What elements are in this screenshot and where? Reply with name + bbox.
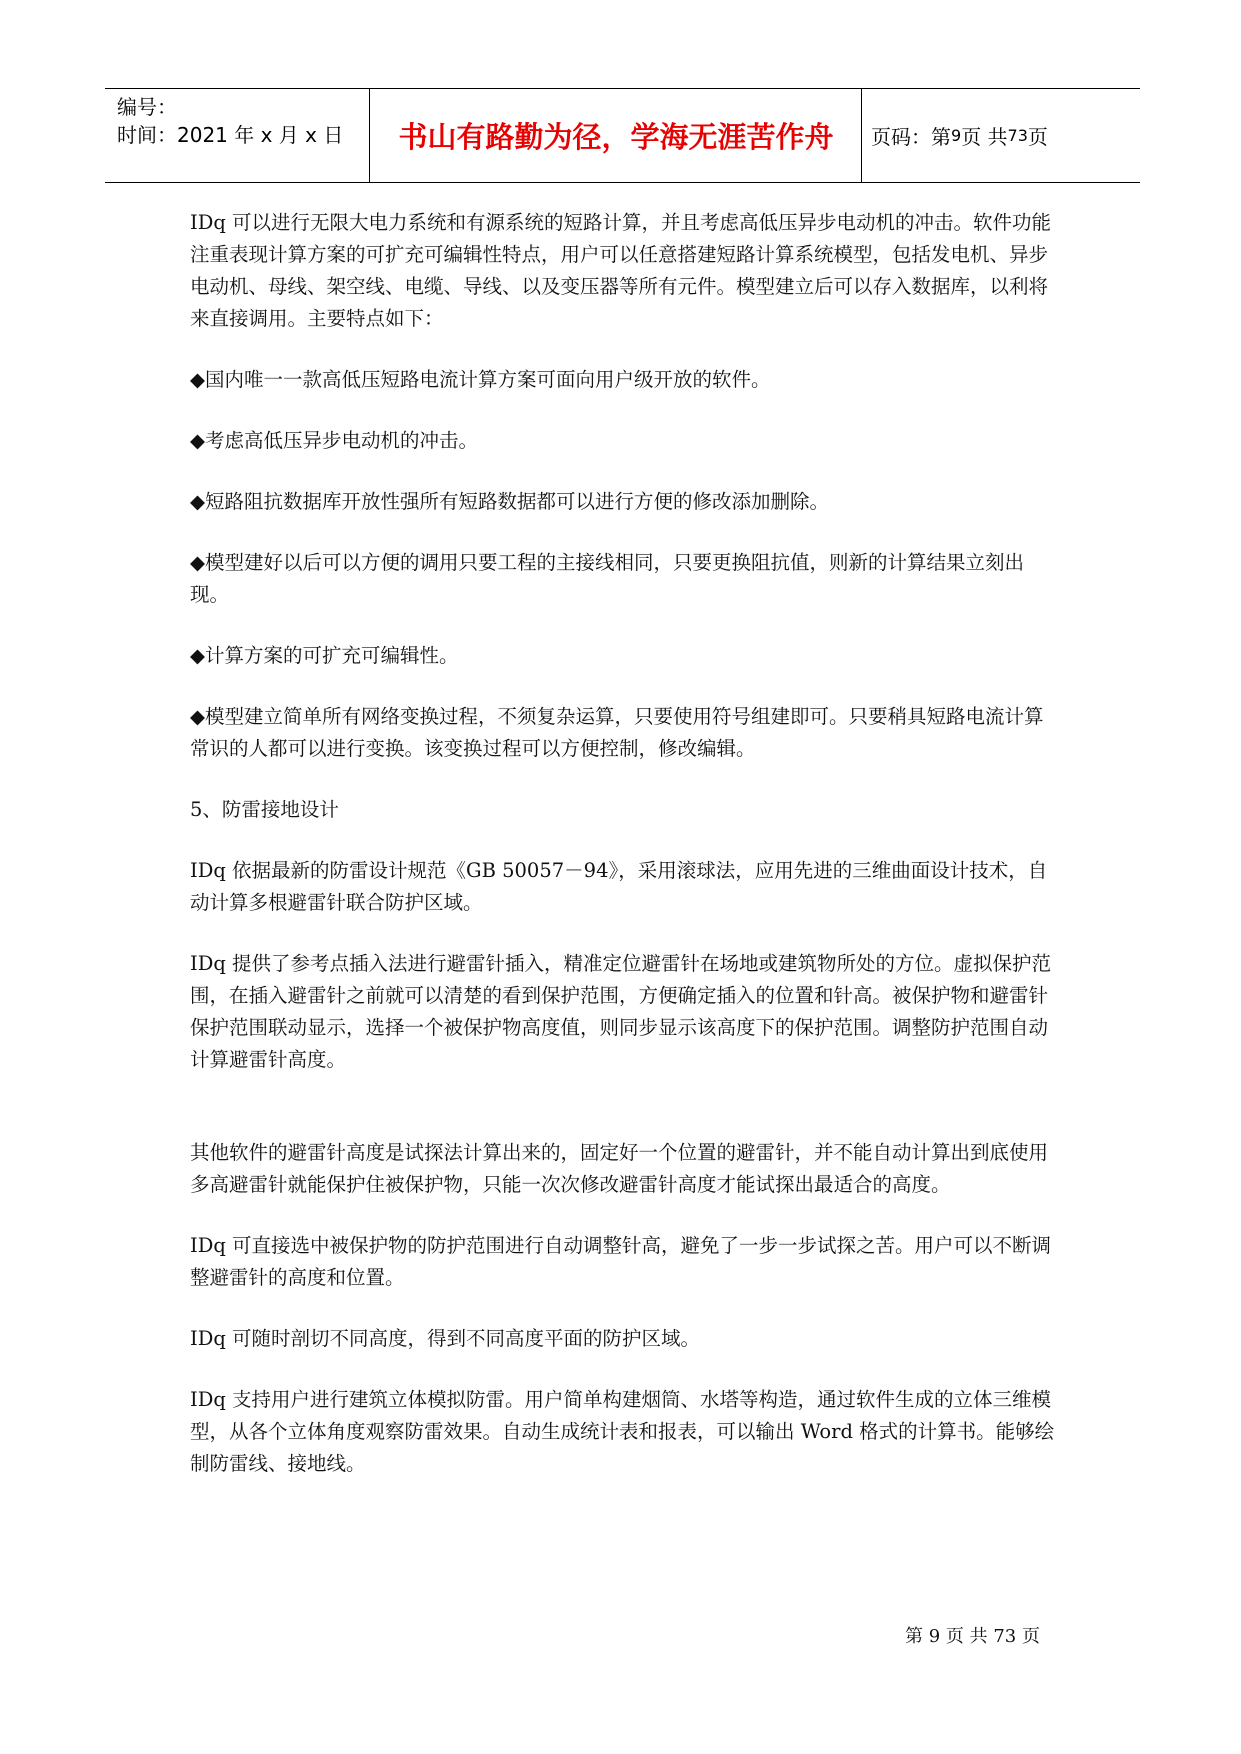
- bullet-item: ◆模型建立简单所有网络变换过程，不须复杂运算，只要使用符号组建即可。只要稍具短路电流计算常识的人都可以进行变换。该变换过程可以方便控制，修改编辑。: [190, 705, 1044, 760]
- body-text: [190, 207, 1060, 1480]
- bullet-item: ◆考虑高低压异步电动机的冲击。: [190, 429, 478, 452]
- paragraph: IDq 可随时剖切不同高度，得到不同高度平面的防护区域。: [190, 1327, 701, 1350]
- paragraph: IDq 可直接选中被保护物的防护范围进行自动调整针高，避免了一步一步试探之苦。用户可以不断调整避雷针的高度和位置。: [190, 1234, 1052, 1289]
- section-heading: 5、防雷接地设计: [190, 798, 339, 821]
- header-time: 时间：2021 年 x 月 x 日: [117, 123, 344, 147]
- header-page-suffix: 页: [1027, 125, 1048, 149]
- header-page-mid: 页 共: [961, 125, 1008, 149]
- header-page-num: 9: [951, 126, 962, 145]
- bullet-item: ◆模型建好以后可以方便的调用只要工程的主接线相同，只要更换阻抗值，则新的计算结果立刻出现。: [190, 551, 1024, 606]
- page-footer: 第 9 页 共 73 页: [905, 1626, 1040, 1647]
- header-page-prefix: 页码：第: [871, 125, 951, 149]
- paragraph: IDq 提供了参考点插入法进行避雷针插入，精准定位避雷针在场地或建筑物所处的方位。虚拟保护范围，在插入避雷针之前就可以清楚的看到保护范围，方便确定插入的位置和针高。被保护物和避雷针保护范围联动显示，选择一个被保护物高度值，则同步显示该高度下的保护范围。调整防护范围自动计算避雷针高度。: [190, 952, 1052, 1071]
- header-meta: [117, 93, 343, 149]
- header-page-info: [871, 89, 1048, 182]
- header-divider-left: [369, 89, 370, 182]
- header-divider-right: [861, 89, 862, 182]
- bullet-item: ◆短路阻抗数据库开放性强所有短路数据都可以进行方便的修改添加删除。: [190, 490, 829, 513]
- bullet-item: ◆计算方案的可扩充可编辑性。: [190, 644, 459, 667]
- paragraph: IDq 依据最新的防雷设计规范《GB 50057－94》，采用滚球法，应用先进的三维曲面设计技术，自动计算多根避雷针联合防护区域。: [190, 859, 1048, 914]
- paragraph: 其他软件的避雷针高度是试探法计算出来的，固定好一个位置的避雷针，并不能自动计算出到底使用多高避雷针就能保护住被保护物，只能一次次修改避雷针高度才能试探出最适合的高度。: [190, 1141, 1049, 1196]
- paragraph-intro: IDq 可以进行无限大电力系统和有源系统的短路计算，并且考虑高低压异步电动机的冲击。软件功能注重表现计算方案的可扩充可编辑性特点，用户可以任意搭建短路计算系统模型，包括发电机、异步电动机、母线、架空线、电缆、导线、以及变压器等所有元件。模型建立后可以存入数据库，以利将来直接调用。主要特点如下：: [190, 211, 1052, 330]
- paragraph: IDq 支持用户进行建筑立体模拟防雷。用户简单构建烟筒、水塔等构造，通过软件生成的立体三维模型，从各个立体角度观察防雷效果。自动生成统计表和报表，可以输出 Word 格式的计算书。能够绘制防雷线、接地线。: [190, 1388, 1055, 1475]
- page-header: [105, 88, 1140, 183]
- bullet-item: ◆国内唯一一款高低压短路电流计算方案可面向用户级开放的软件。: [190, 368, 771, 391]
- header-page-total: 73: [1007, 126, 1028, 145]
- header-number-label: 编号：: [117, 95, 177, 119]
- header-motto: 书山有路勤为径，学海无涯苦作舟: [398, 120, 834, 154]
